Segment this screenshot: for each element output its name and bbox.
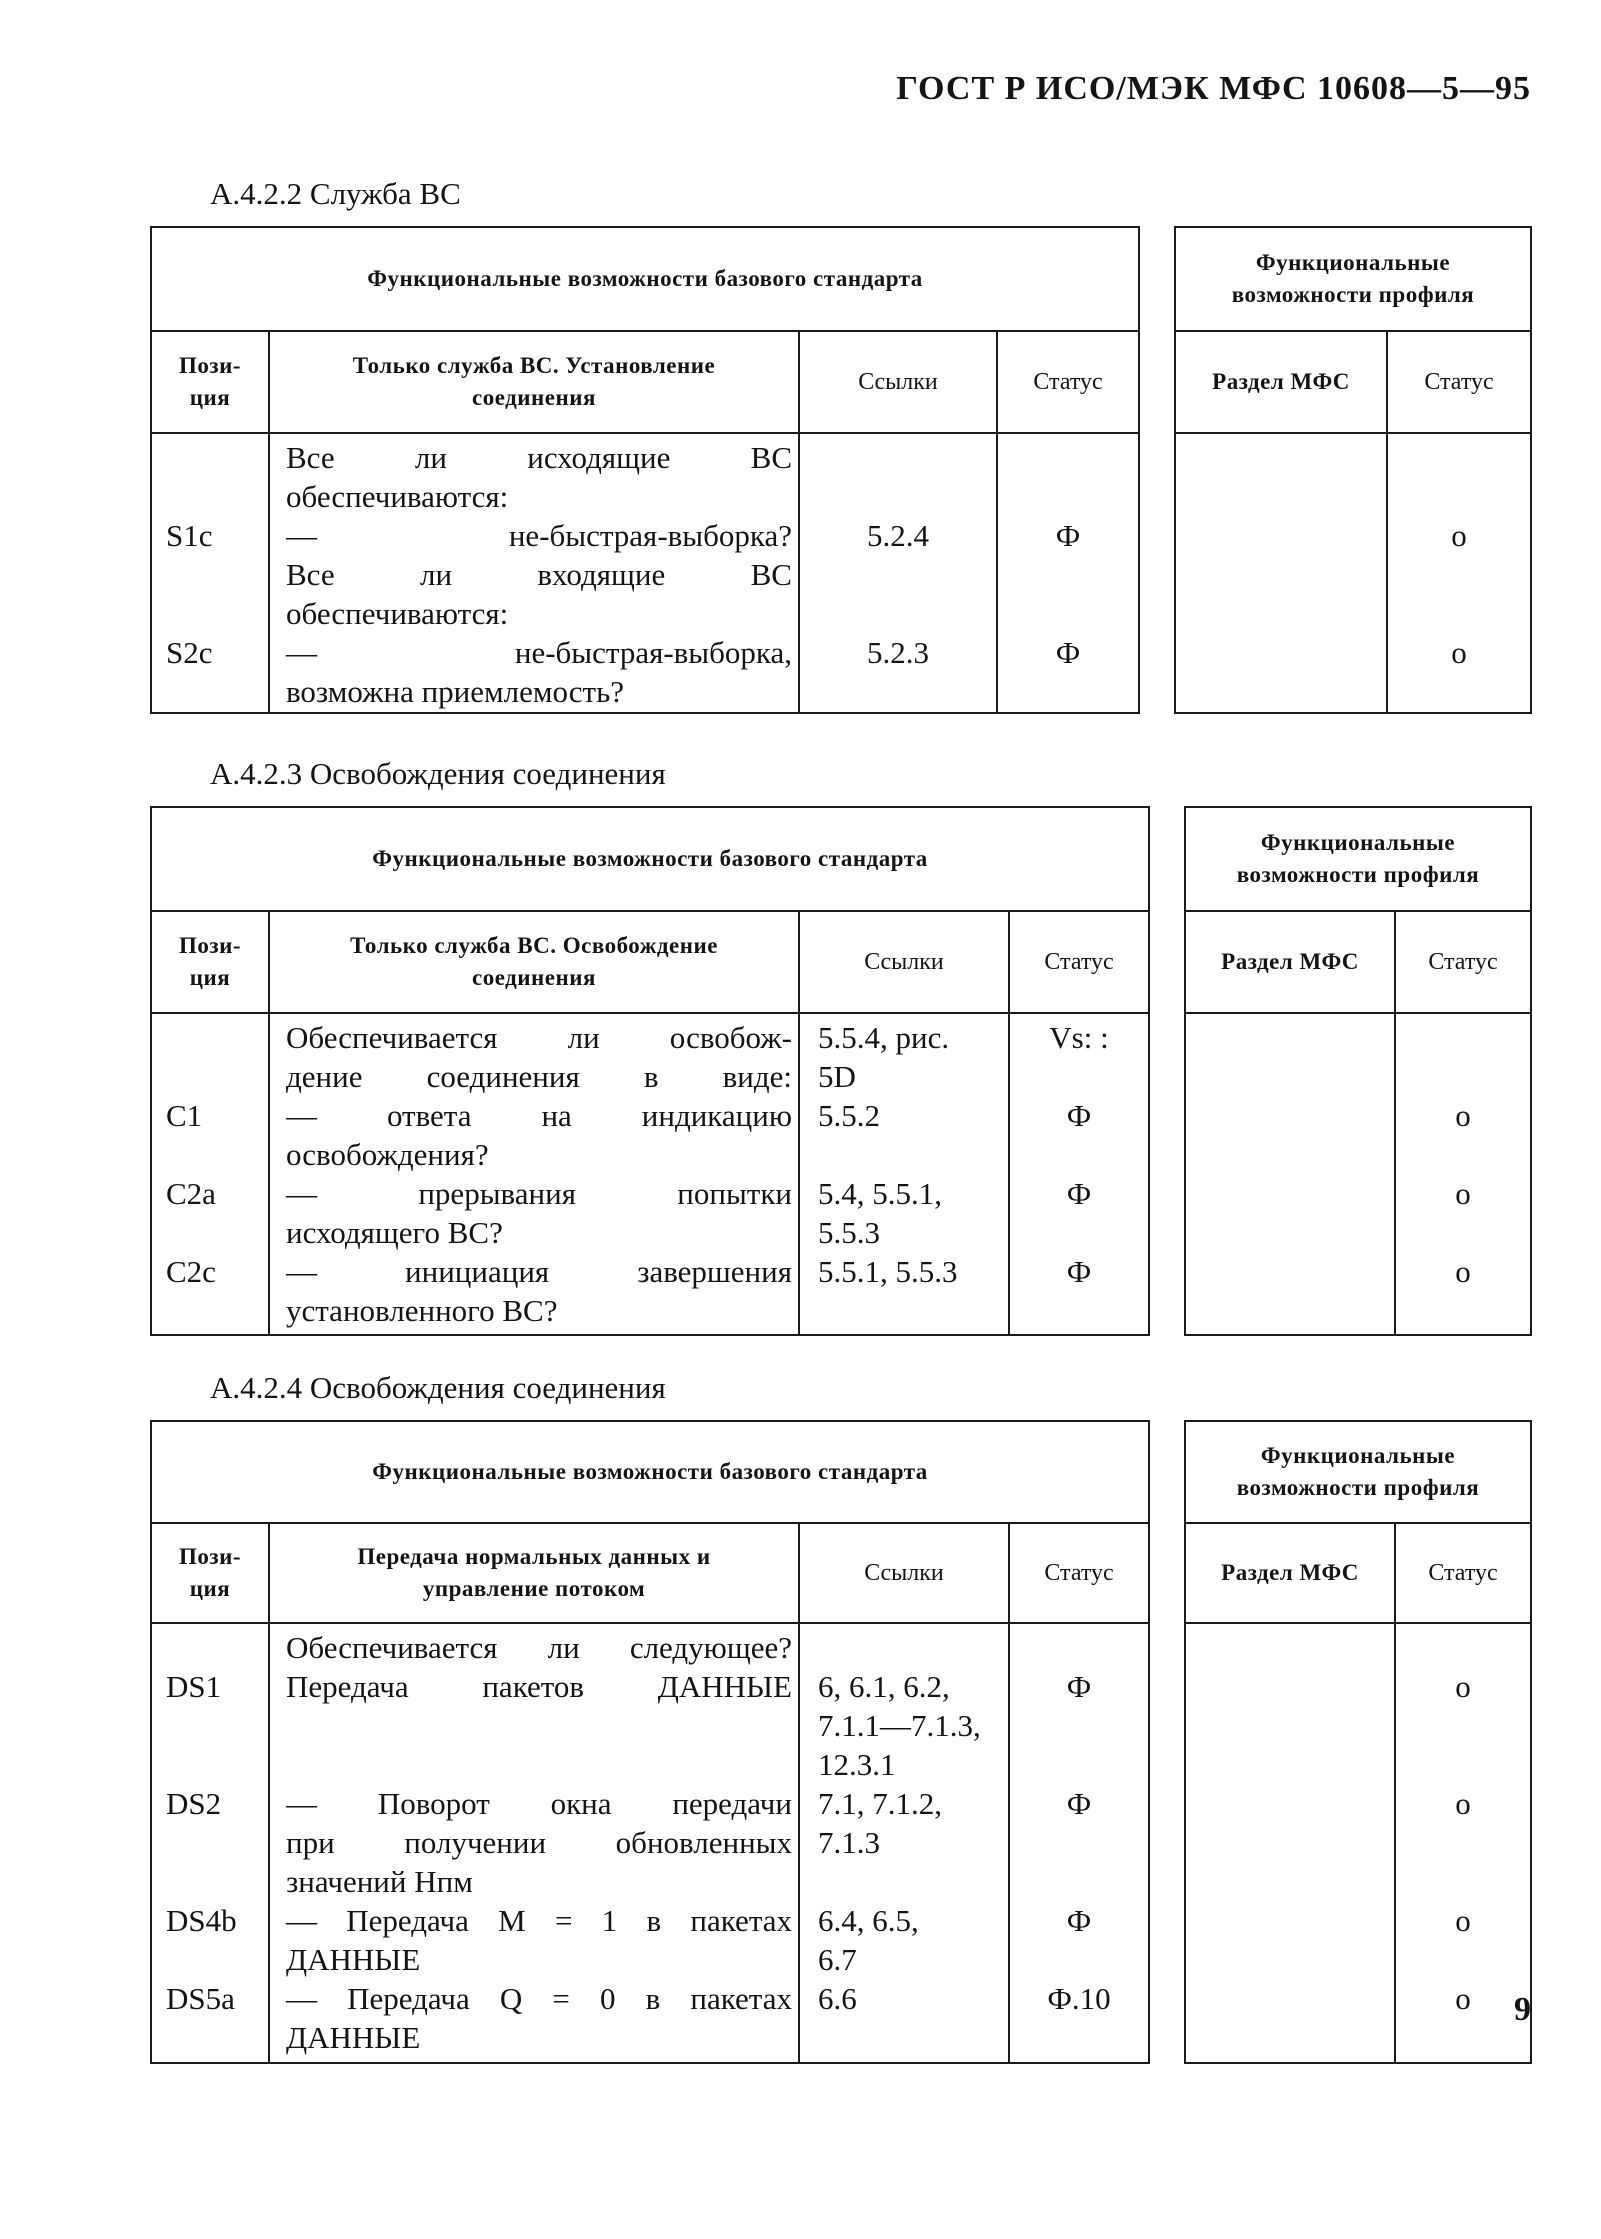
profile-capabilities-header: Функциональные возможности профиля <box>1185 1421 1531 1523</box>
base-standard-table <box>150 1420 1150 2064</box>
references-header: Ссылки <box>799 331 997 433</box>
base-standard-table <box>150 806 1150 1336</box>
reference-cell: 5.2.4 5.2.3 <box>799 433 997 713</box>
table-row <box>1185 1013 1531 1335</box>
table-row <box>151 433 1139 713</box>
reference-cell: 6, 6.1, 6.2, 7.1.1—7.1.3, 12.3.1 7.1, 7.1.2, 7.1.3 6.4, 6.5, 6.7 6.6 <box>799 1623 1009 2063</box>
references-header: Ссылки <box>799 1523 1009 1623</box>
profile-status-header: Статус <box>1387 331 1531 433</box>
page-number: 9 <box>1514 1991 1531 2028</box>
profile-table <box>1184 806 1532 1336</box>
profile-status-cell: о о <box>1387 433 1531 713</box>
mfs-section-cell <box>1175 433 1387 713</box>
section-title: А.4.2.4 Освобождения соединения <box>210 1370 666 1405</box>
profile-status-header: Статус <box>1395 1523 1531 1623</box>
question-cell: Обеспечивается ли следующее? Передача пакетов ДАННЫЕ — Поворот окна передачи при получении обновленных значений Нпм — Передача М = 1 в пакетах ДАННЫЕ — Передача Q = 0 в пакетах ДАННЫЕ <box>269 1623 799 2063</box>
table-row <box>151 1623 1149 2063</box>
profile-status-cell: о о о <box>1395 1013 1531 1335</box>
base-capabilities-header: Функциональные возможности базового стандарта <box>151 807 1149 911</box>
base-capabilities-header: Функциональные возможности базового стандарта <box>151 1421 1149 1523</box>
position-cell: C1 C2a C2c <box>151 1013 269 1335</box>
profile-status-cell: о о о о <box>1395 1623 1531 2063</box>
position-cell: DS1 DS2 DS4b DS5a <box>151 1623 269 2063</box>
mfs-section-header: Раздел МФС <box>1175 331 1387 433</box>
status-header: Статус <box>1009 1523 1149 1623</box>
profile-table <box>1184 1420 1532 2064</box>
question-cell: Все ли исходящие ВС обеспечиваются: — не-быстрая-выборка? Все ли входящие ВС обеспечиваются: — не-быстрая-выборка, возможна приемлемость? <box>269 433 799 713</box>
base-standard-table <box>150 226 1140 714</box>
position-header: Пози- ция <box>151 331 269 433</box>
profile-table <box>1174 226 1532 714</box>
position-header: Пози- ция <box>151 911 269 1013</box>
profile-capabilities-header: Функциональные возможности профиля <box>1185 807 1531 911</box>
document-header: ГОСТ Р ИСО/МЭК МФС 10608—5—95 <box>896 70 1531 107</box>
section-title: А.4.2.2 Служба ВС <box>210 176 461 211</box>
status-header: Статус <box>1009 911 1149 1013</box>
mfs-section-header: Раздел МФС <box>1185 911 1395 1013</box>
section-title: А.4.2.3 Освобождения соединения <box>210 756 666 791</box>
position-header: Пози- ция <box>151 1523 269 1623</box>
mfs-section-cell <box>1185 1013 1395 1335</box>
question-cell: Обеспечивается ли освобож- дение соединения в виде: — ответа на индикацию освобождения? — прерывания попытки исходящего ВС? — инициация завершения установленного ВС? <box>269 1013 799 1335</box>
table-row <box>1175 433 1531 713</box>
references-header: Ссылки <box>799 911 1009 1013</box>
table-row <box>1185 1623 1531 2063</box>
mfs-section-header: Раздел МФС <box>1185 1523 1395 1623</box>
group-header: Передача нормальных данных и управление потоком <box>269 1523 799 1623</box>
status-cell: Vs: : Ф Ф Ф <box>1009 1013 1149 1335</box>
base-capabilities-header: Функциональные возможности базового стандарта <box>151 227 1139 331</box>
table-row <box>151 1013 1149 1335</box>
profile-status-header: Статус <box>1395 911 1531 1013</box>
status-cell: Ф Ф Ф Ф.10 <box>1009 1623 1149 2063</box>
reference-cell: 5.5.4, рис. 5D 5.5.2 5.4, 5.5.1, 5.5.3 5.5.1, 5.5.3 <box>799 1013 1009 1335</box>
mfs-section-cell <box>1185 1623 1395 2063</box>
status-cell: Ф Ф <box>997 433 1139 713</box>
group-header: Только служба ВС. Установление соединения <box>269 331 799 433</box>
status-header: Статус <box>997 331 1139 433</box>
profile-capabilities-header: Функциональные возможности профиля <box>1175 227 1531 331</box>
group-header: Только служба ВС. Освобождение соединения <box>269 911 799 1013</box>
position-cell: S1c S2c <box>151 433 269 713</box>
